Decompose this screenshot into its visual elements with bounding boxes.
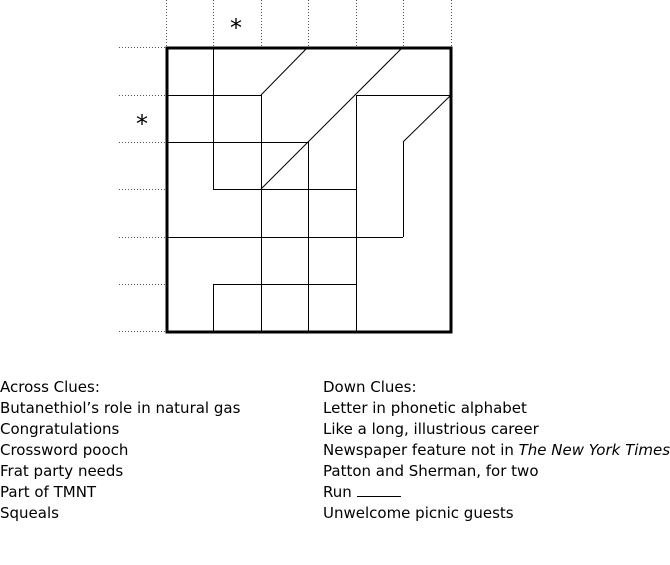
down-clue (323, 398, 670, 419)
across-clue: Part of TMNT (0, 483, 97, 501)
down-clue (323, 419, 670, 440)
row-star-marker: * (136, 110, 148, 138)
column-guides (167, 0, 452, 47)
across-clue: Congratulations (0, 420, 120, 438)
down-clue (323, 440, 670, 461)
down-clue-text: Newspaper feature not in (323, 441, 519, 459)
across-clue: Squeals (0, 504, 59, 522)
row-guides (119, 48, 166, 332)
across-clue: Butanethiol’s role in natural gas (0, 399, 241, 417)
answer-blank-line (357, 482, 401, 497)
down-clue-text: Unwelcome picnic guests (323, 504, 514, 522)
down-clue (323, 461, 670, 482)
down-clue-text: Like a long, illustrious career (323, 420, 539, 438)
down-clue-text: Run (323, 483, 352, 501)
down-clue (323, 503, 670, 524)
region-lines (166, 47, 451, 332)
across-clues (0, 377, 240, 524)
across-clue: Crossword pooch (0, 441, 129, 459)
down-clues (323, 377, 670, 524)
column-star-marker: * (230, 14, 242, 42)
down-clue-text: Letter in phonetic alphabet (323, 399, 527, 417)
across-clue: Frat party needs (0, 462, 124, 480)
down-clues-header: Down Clues: (323, 378, 417, 396)
across-clues-header: Across Clues: (0, 378, 100, 396)
down-clue (323, 482, 670, 503)
down-clue-text: Patton and Sherman, for two (323, 462, 539, 480)
down-clue-italic-text: The New York Times (518, 441, 670, 459)
